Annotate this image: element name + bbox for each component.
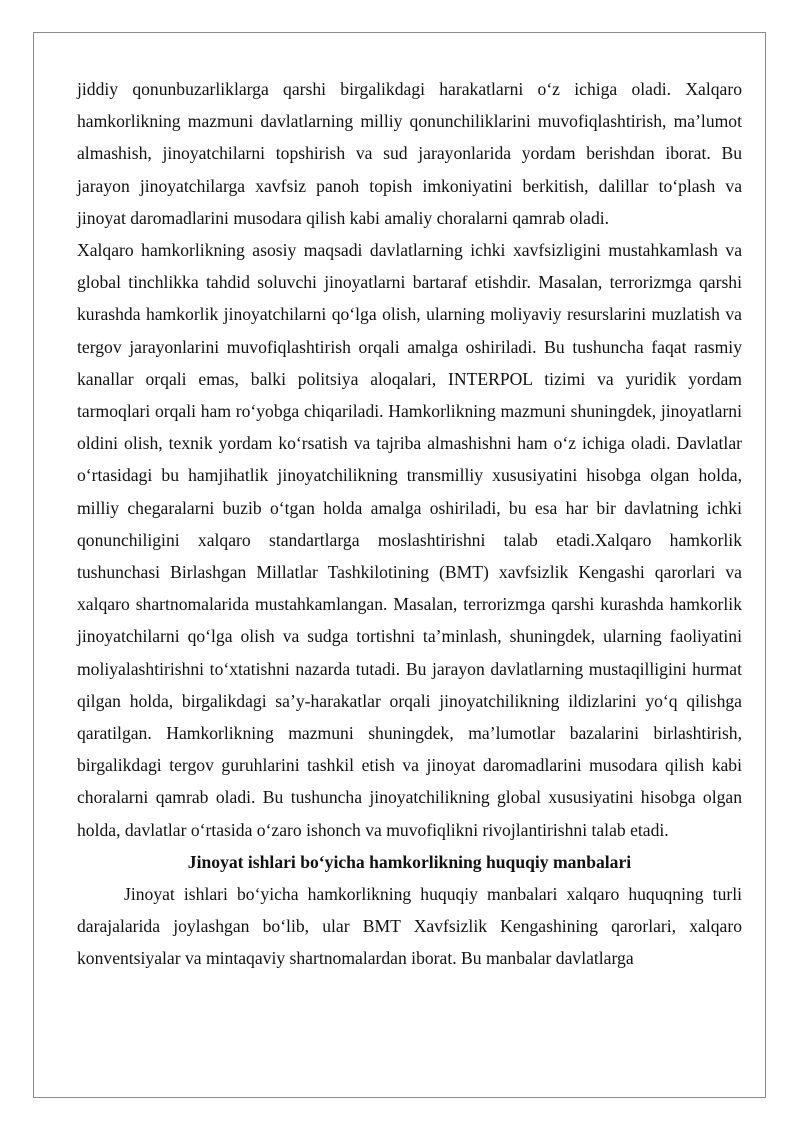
document-body (77, 73, 742, 975)
paragraph-intro: jiddiy qonunbuzarliklarga qarshi birgalikdagi harakatlarni o‘z ichiga oladi. Xalqaro hamkorlikning mazmuni davlatlarning milliy qonunchiliklarini muvofiqlashtirish, ma’lumot almashish, jinoyatchilarni topshirish va sud jarayonlarida yordam berishdan iborat. Bu jarayon jinoyatchilarga xavfsiz panoh topish imkoniyatini berkitish, dalillar to‘plash va jinoyat daromadlarini musodara qilish kabi amaliy choralarni qamrab oladi. (77, 79, 742, 228)
section-heading: Jinoyat ishlari bo‘yicha hamkorlikning huquqiy manbalari (187, 851, 632, 872)
paragraph-main: Xalqaro hamkorlikning asosiy maqsadi davlatlarning ichki xavfsizligini mustahkamlash va global tinchlikka tahdid soluvchi jinoyatlarni bartaraf etishdir. Masalan, terrorizmga qarshi kurashda hamkorlik jinoyatchilarni qo‘lga olish, ularning moliyaviy resurslarini muzlatish va tergov jarayonlarini muvofiqlashtirish orqali amalga oshiriladi. Bu tushuncha faqat rasmiy kanallar orqali emas, balki politsiya aloqalari, INTERPOL tizimi va yuridik yordam tarmoqlari orqali ham ro‘yobga chiqariladi. Hamkorlikning mazmuni shuningdek, jinoyatlarni oldini olish, texnik yordam ko‘rsatish va tajriba almashishni ham o‘z ichiga oladi. Davlatlar o‘rtasidagi bu hamjihatlik jinoyatchilikning transmilliy xususiyatini hisobga olgan holda, milliy chegaralarni buzib o‘tgan holda amalga oshiriladi, bu esa har bir davlatning ichki qonunchiligini xalqaro standartlarga moslashtirishni talab etadi.Xalqaro hamkorlik tushunchasi Birlashgan Millatlar Tashkilotining (BMT) xavfsizlik Kengashi qarorlari va xalqaro shartnomalarida mustahkamlangan. Masalan, terrorizmga qarshi kurashda hamkorlik jinoyatchilarni qo‘lga olish va sudga tortishni ta’minlash, shuningdek, ularning faoliyatini moliyalashtirishni to‘xtatishni nazarda tutadi. Bu jarayon davlatlarning mustaqilligini hurmat qilgan holda, birgalikdagi sa’y-harakatlar orqali jinoyatchilikning ildizlarini yo‘q qilishga qaratilgan. Hamkorlikning mazmuni shuningdek, ma’lumotlar bazalarini birlashtirish, birgalikdagi tergov guruhlarini tashkil etish va jinoyat daromadlarini musodara qilish kabi choralarni qamrab oladi. Bu tushuncha jinoyatchilikning global xususiyatini hisobga olgan holda, davlatlar o‘rtasida o‘zaro ishonch va muvofiqlikni rivojlantirishni talab etadi. (77, 240, 742, 840)
paragraph-sources: Jinoyat ishlari bo‘yicha hamkorlikning huquqiy manbalari xalqaro huquqning turli darajalarida joylashgan bo‘lib, ular BMT Xavfsizlik Kengashining qarorlari, xalqaro konventsiyalar va mintaqaviy shartnomalardan iborat. Bu manbalar davlatlarga (77, 884, 742, 969)
